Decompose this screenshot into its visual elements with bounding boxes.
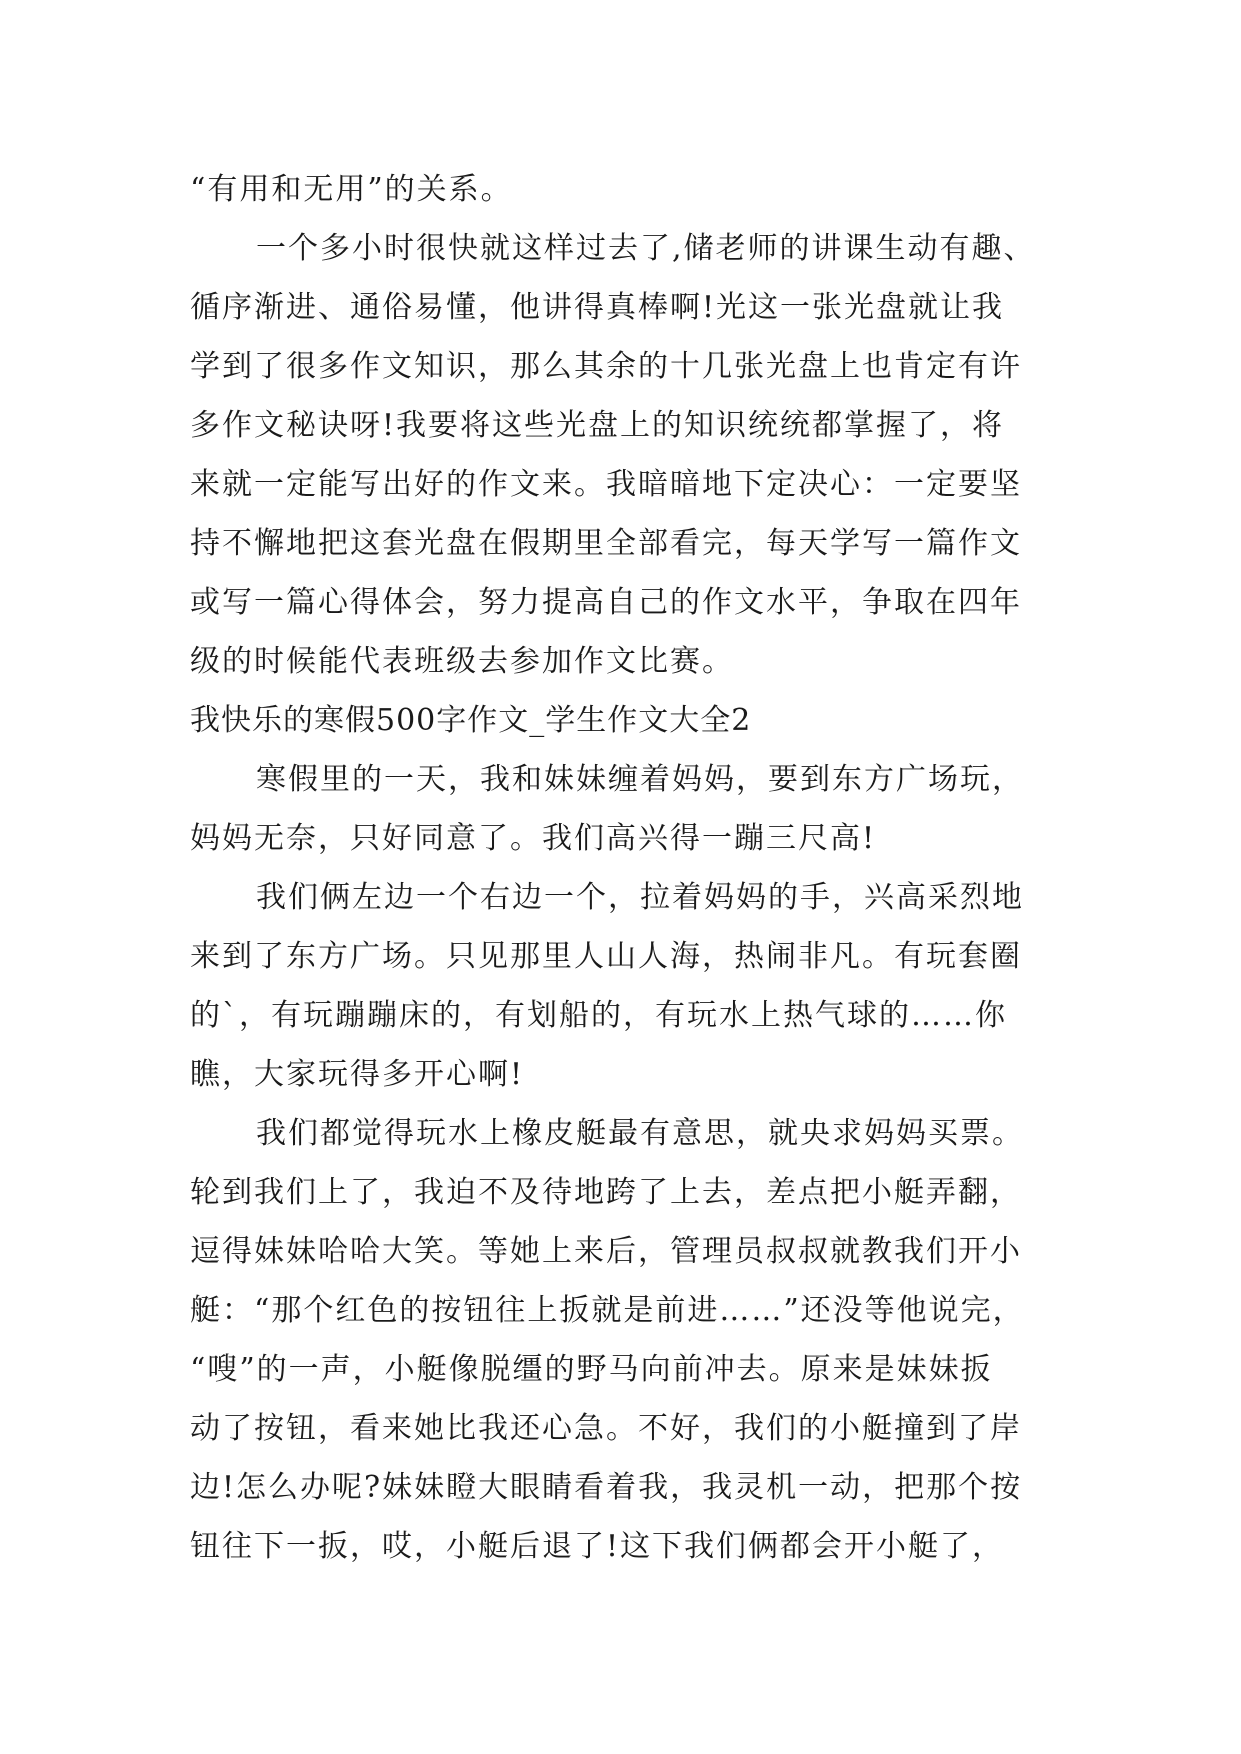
text-line: 瞧，大家玩得多开心啊! — [190, 1057, 525, 1092]
text-line: 学到了很多作文知识，那么其余的十几张光盘上也肯定有许 — [190, 349, 1022, 384]
text-line: 的`，有玩蹦蹦床的，有划船的，有玩水上热气球的……你 — [190, 998, 1007, 1033]
text-line: 一个多小时很快就这样过去了,储老师的讲课生动有趣、 — [256, 231, 1036, 266]
text-line: 轮到我们上了，我迫不及待地跨了上去，差点把小艇弄翻， — [190, 1175, 1022, 1210]
section-title: 我快乐的寒假500字作文_学生作文大全2 — [190, 703, 752, 738]
text-line: 来就一定能写出好的作文来。我暗暗地下定决心：一定要坚 — [190, 467, 1022, 502]
text-line: 多作文秘诀呀!我要将这些光盘上的知识统统都掌握了，将 — [190, 408, 1005, 443]
text-line: 或写一篇心得体会，努力提高自己的作文水平，争取在四年 — [190, 585, 1022, 620]
text-line: “有用和无用”的关系。 — [190, 172, 513, 207]
text-line: 级的时候能代表班级去参加作文比赛。 — [190, 644, 734, 679]
document-body — [190, 160, 1090, 1576]
text-line: 钮往下一扳，哎，小艇后退了!这下我们俩都会开小艇了， — [190, 1529, 1005, 1564]
text-line: 来到了东方广场。只见那里人山人海，热闹非凡。有玩套圈 — [190, 939, 1022, 974]
text-line: “嗖”的一声，小艇像脱缰的野马向前冲去。原来是妹妹扳 — [190, 1352, 993, 1387]
text-line: 持不懈地把这套光盘在假期里全部看完，每天学写一篇作文 — [190, 526, 1022, 561]
text-line: 我们俩左边一个右边一个，拉着妈妈的手，兴高采烈地 — [256, 880, 1024, 915]
text-line: 寒假里的一天，我和妹妹缠着妈妈，要到东方广场玩， — [256, 762, 1024, 797]
text-line: 边!怎么办呢?妹妹瞪大眼睛看着我，我灵机一动，把那个按 — [190, 1470, 1023, 1505]
text-line: 妈妈无奈，只好同意了。我们高兴得一蹦三尺高! — [190, 821, 877, 856]
text-line: 我们都觉得玩水上橡皮艇最有意思，就央求妈妈买票。 — [256, 1116, 1024, 1151]
text-line: 艇：“那个红色的按钮往上扳就是前进……”还没等他说完， — [190, 1293, 1025, 1328]
text-line: 动了按钮，看来她比我还心急。不好，我们的小艇撞到了岸 — [190, 1411, 1022, 1446]
text-line: 逗得妹妹哈哈大笑。等她上来后，管理员叔叔就教我们开小 — [190, 1234, 1022, 1269]
text-line: 循序渐进、通俗易懂，他讲得真棒啊!光这一张光盘就让我 — [190, 290, 1005, 325]
